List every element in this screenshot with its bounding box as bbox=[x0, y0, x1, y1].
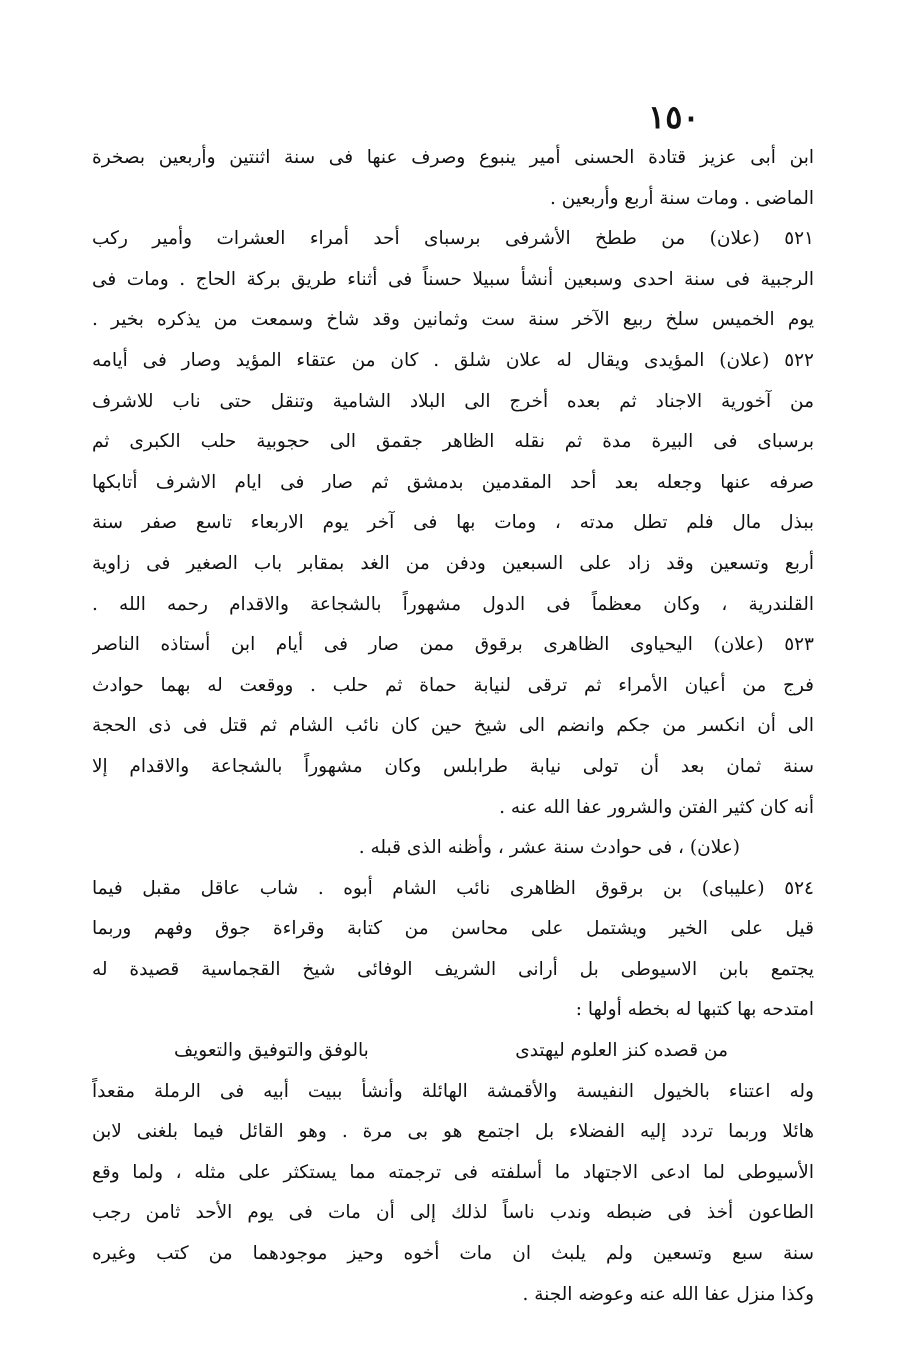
entry-523-line: ٥٢٣ (علان) اليحياوى الظاهرى برقوق ممن صار فى أيام ابن أستاذه الناصر bbox=[92, 634, 814, 656]
entry-521-line: ٥٢١ (علان) من ططخ الأشرفى برسباى أحد أمراء العشرات وأمير ركب bbox=[92, 228, 814, 250]
poem-hemistich: من قصده كنز العلوم ليهتدى bbox=[515, 1040, 728, 1062]
main-text bbox=[92, 138, 814, 1315]
text-line: قيل على الخير ويشتمل على محاسن من كتابة وقراءة جوق وفهم وربما bbox=[92, 918, 814, 940]
page-number: ١٥٠ bbox=[648, 98, 700, 136]
text-line: وله اعتناء بالخيول النفيسة والأقمشة الهائلة وأنشأ ببيت أبيه فى الرملة مقعداً bbox=[92, 1080, 814, 1102]
entry-524-line: ٥٢٤ (عليباى) بن برقوق الظاهرى نائب الشام أبوه . شاب عاقل مقبل فيما bbox=[92, 877, 814, 899]
text-line: سنة ثمان بعد أن تولى نيابة طرابلس وكان مشهوراً بالشجاعة والاقدام إلا bbox=[92, 755, 814, 777]
text-line: هائلا وربما تردد إليه الفضلاء بل اجتمع هو بى مرة . وهو القائل فيما بلغنى لابن bbox=[92, 1121, 814, 1143]
text-line: أنه كان كثير الفتن والشرور عفا الله عنه . bbox=[499, 796, 814, 818]
poem-hemistich: بالوفق والتوفيق والتعويف bbox=[174, 1040, 369, 1062]
text-line: صرفه عنها وجعله بعد أحد المقدمين بدمشق ثم صار فى ايام الاشرف أتابكها bbox=[92, 471, 814, 493]
text-line: يوم الخميس سلخ ربيع الآخر سنة ست وثمانين وقد شاخ وسمعت من يذكره بخير . bbox=[92, 309, 814, 331]
text-line: وكذا منزل عفا الله عنه وعوضه الجنة . bbox=[522, 1283, 814, 1305]
poem-verse bbox=[92, 1031, 814, 1072]
text-line: الى أن انكسر من جكم وانضم الى شيخ حين كان نائب الشام ثم قتل فى ذى الحجة bbox=[92, 715, 814, 737]
text-line: يجتمع بابن الاسيوطى بل أرانى الشريف الوفائى شيخ القجماسية قصيدة له bbox=[92, 958, 814, 980]
text-line: ببذل مال فلم تطل مدته ، ومات بها فى آخر يوم الاربعاء تاسع صفر سنة bbox=[92, 512, 814, 534]
text-line: سنة سبع وتسعين ولم يلبث ان مات أخوه وحيز موجودهما من كتب وغيره bbox=[92, 1243, 814, 1265]
text-line: من آخورية الاجناد ثم بعده أخرج الى البلاد الشامية وتنقل حتى ناب للاشرف bbox=[92, 390, 814, 412]
text-line: (علان) ، فى حوادث سنة عشر ، وأظنه الذى قبله . bbox=[358, 837, 740, 859]
text-line: القلندرية ، وكان معظماً فى الدول مشهوراً بالشجاعة والاقدام رحمه الله . bbox=[92, 593, 814, 615]
text-line: أربع وتسعين وقد زاد على السبعين ودفن من الغد بمقابر باب الصغير فى زاوية bbox=[92, 552, 814, 574]
text-line: برسباى فى البيرة مدة ثم نقله الظاهر جقمق الى حجوبية حلب الكبرى ثم bbox=[92, 431, 814, 453]
text-line: الأسيوطى لما ادعى الاجتهاد ما أسلفته فى ترجمته مما يستكثر على مثله ، ولما وقع bbox=[92, 1161, 814, 1183]
text-line: فرج من أعيان الأمراء ثم ترقى لنيابة حماة ثم حلب . ووقعت له بهما حوادث bbox=[92, 674, 814, 696]
entry-522-line: ٥٢٢ (علان) المؤيدى ويقال له علان شلق . كان من عتقاء المؤيد وصار فى أيامه bbox=[92, 349, 814, 371]
text-line: الطاعون أخذ فى ضبطه وندب ناساً لذلك إلى أن مات فى يوم الأحد ثامن رجب bbox=[92, 1202, 814, 1224]
text-line: امتدحه بها كتبها له بخطه أولها : bbox=[575, 999, 814, 1021]
text-line: الماضى . ومات سنة أربع وأربعين . bbox=[550, 187, 814, 209]
text-line: الرجبية فى سنة احدى وسبعين أنشأ سبيلا حسناً فى أثناء طريق بركة الحاج . ومات فى bbox=[92, 268, 814, 290]
text-line: ابن أبى عزيز قتادة الحسنى أمير ينبوع وصرف عنها فى سنة اثنتين وأربعين بصخرة bbox=[92, 147, 814, 168]
